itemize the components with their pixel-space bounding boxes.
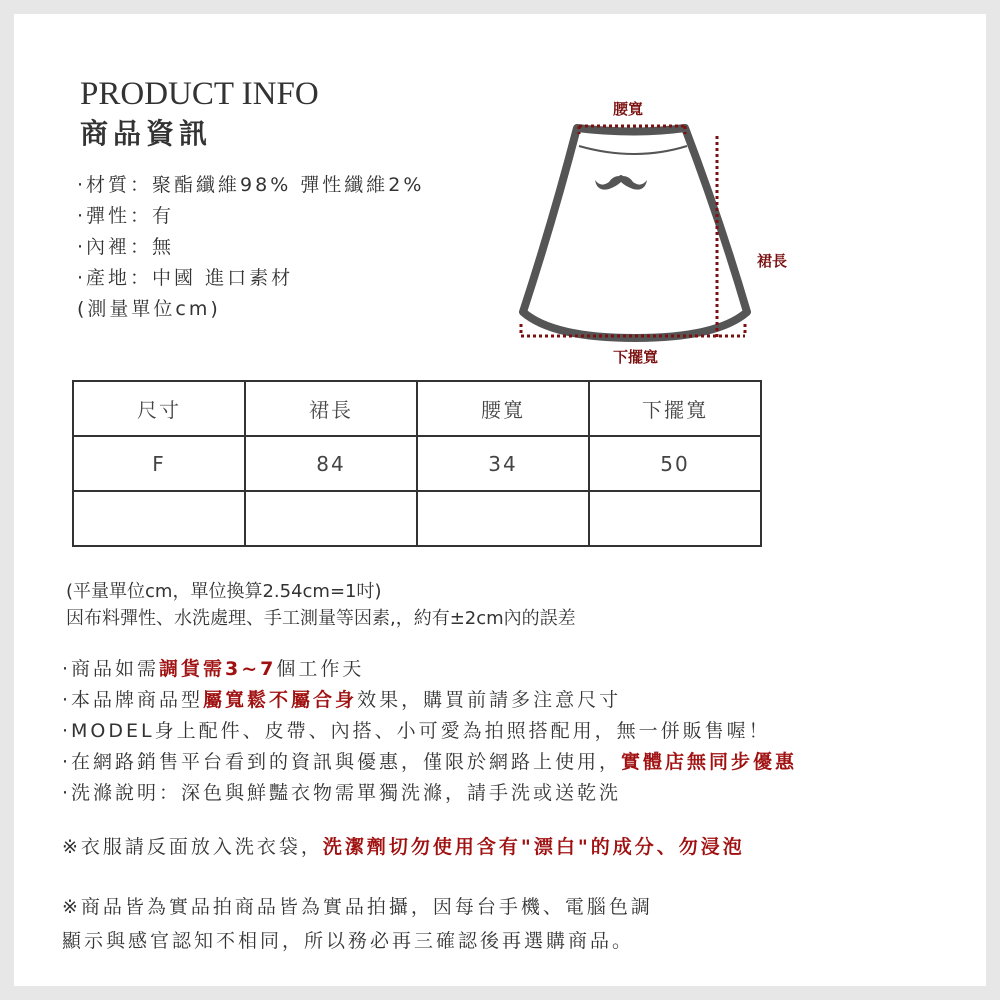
cell-hem: 50 bbox=[589, 436, 761, 491]
cell-length: 84 bbox=[245, 436, 417, 491]
cell-waist bbox=[417, 491, 589, 546]
spec-origin: ·產地：中國 進口素材 bbox=[77, 267, 294, 289]
note-unit-conversion: (平量單位cm，單位換算2.54cm=1吋) bbox=[66, 581, 382, 602]
notice-list bbox=[62, 654, 797, 809]
table-row bbox=[73, 491, 761, 546]
notice-online-offer: ·在網路銷售平台看到的資訊與優惠，僅限於網路上使用，實體店無同步優惠 bbox=[62, 751, 798, 773]
waist-label: 腰寬 bbox=[613, 100, 644, 118]
spec-material: ·材質：聚酯纖維98% 彈性纖維2% bbox=[77, 174, 425, 196]
skirt-diagram-svg bbox=[495, 80, 795, 370]
measurement-note bbox=[66, 578, 576, 632]
notice-fit: ·本品牌商品型屬寬鬆不屬合身效果，購買前請多注意尺寸 bbox=[62, 689, 622, 711]
note-tolerance: 因布料彈性、水洗處理、手工測量等因素,，約有±2cm內的誤差 bbox=[66, 608, 576, 629]
cell-length bbox=[245, 491, 417, 546]
header-waist: 腰寬 bbox=[417, 381, 589, 436]
title-chinese: 商品資訊 bbox=[80, 117, 213, 150]
wash-notice-highlight: 洗潔劑切勿使用含有"漂白"的成分、勿浸泡 bbox=[322, 836, 745, 858]
header-size: 尺寸 bbox=[73, 381, 245, 436]
table-header-row bbox=[73, 381, 761, 436]
table-row bbox=[73, 436, 761, 491]
notice-online-highlight: 實體店無同步優惠 bbox=[621, 751, 798, 773]
spec-unit: (測量單位cm) bbox=[77, 298, 221, 320]
notice-restock-highlight: 調貨需3~7 bbox=[159, 658, 277, 680]
cell-hem bbox=[589, 491, 761, 546]
hem-label: 下擺寬 bbox=[613, 348, 659, 366]
color-disclaimer bbox=[62, 890, 653, 958]
length-label: 裙長 bbox=[757, 252, 788, 270]
header-length: 裙長 bbox=[245, 381, 417, 436]
disclaimer-line-1: ※商品皆為實品拍商品皆為實品拍攝，因每台手機、電腦色調 bbox=[62, 896, 653, 918]
spec-elasticity: ·彈性：有 bbox=[77, 205, 175, 227]
title-english: PRODUCT INFO bbox=[80, 76, 319, 112]
spec-lining: ·內裡：無 bbox=[77, 236, 175, 258]
skirt-outline bbox=[523, 128, 747, 338]
size-table bbox=[72, 380, 762, 547]
spec-list bbox=[77, 170, 424, 325]
cell-size: F bbox=[73, 436, 245, 491]
cell-size bbox=[73, 491, 245, 546]
notice-restock: ·商品如需調貨需3~7個工作天 bbox=[62, 658, 365, 680]
notice-washing: ·洗滌說明：深色與鮮豔衣物需單獨洗滌，請手洗或送乾洗 bbox=[62, 782, 622, 804]
header-hem: 下擺寬 bbox=[589, 381, 761, 436]
notice-accessories: ·MODEL身上配件、皮帶、內搭、小可愛為拍照搭配用，無一併販售喔！ bbox=[62, 720, 771, 742]
wash-notice: ※衣服請反面放入洗衣袋，洗潔劑切勿使用含有"漂白"的成分、勿浸泡 bbox=[62, 836, 745, 858]
disclaimer-line-2: 顯示與感官認知不相同，所以務必再三確認後再選購商品。 bbox=[62, 930, 635, 952]
cell-waist: 34 bbox=[417, 436, 589, 491]
skirt-measurement-diagram bbox=[495, 80, 795, 370]
notice-fit-highlight: 屬寬鬆不屬合身 bbox=[203, 689, 358, 711]
